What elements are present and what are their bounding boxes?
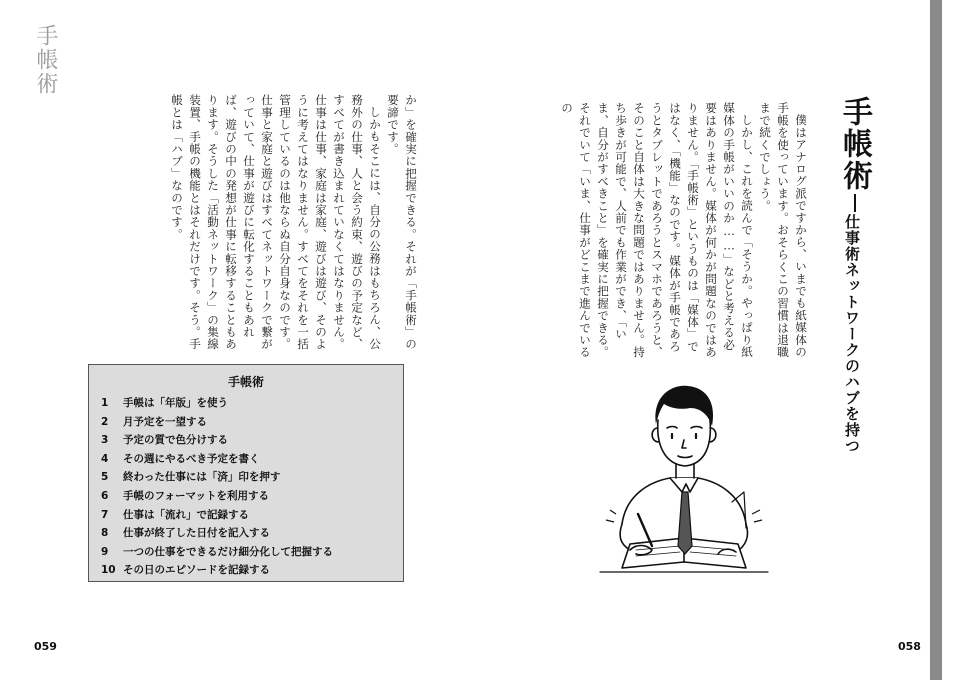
list-item bbox=[101, 468, 403, 487]
list-item bbox=[101, 561, 403, 580]
running-head: 手帳術 bbox=[33, 24, 58, 96]
paragraph: しかもそこには、自分の公務はもちろん、公務外の仕事、人と会う約束、遊びの予定など、すべてが書き込まれていなくてはなりません。仕事は仕事、家庭は家庭、遊びは遊び、そのように考えてはなりません。すべてをそれを一括管理しているのは他ならぬ自分自身なのです。仕事と家庭と遊びはすべてネットワークで繋がっていて、仕事が遊びに転化することもあれば、遊びの中の発想が仕事に転移することもあります。そうした「活動ネットワーク」の集線装置、手帳の機能とはそれだけです。そう。手帳とは「ハブ」なのです。 bbox=[170, 94, 382, 351]
page-edge-bar bbox=[930, 0, 942, 680]
item-number: 7 bbox=[101, 508, 109, 521]
left-page-body bbox=[126, 94, 420, 358]
summary-box bbox=[88, 364, 404, 582]
item-number: 8 bbox=[101, 527, 109, 540]
item-text: 手帳のフォーマットを利用する bbox=[123, 489, 270, 502]
list-item bbox=[101, 394, 403, 413]
paragraph: か」を確実に把握できる。それが「手帳術」の要諦です。 bbox=[386, 94, 418, 351]
list-item bbox=[101, 431, 403, 450]
item-text: 仕事が終了した日付を記入する bbox=[123, 527, 270, 540]
item-number: 2 bbox=[101, 415, 109, 428]
right-page-body bbox=[552, 102, 810, 360]
hair bbox=[655, 386, 713, 426]
list-item bbox=[101, 506, 403, 525]
chapter-title: 手帳術 bbox=[837, 96, 872, 192]
summary-list bbox=[89, 394, 403, 580]
item-number: 10 bbox=[101, 564, 116, 577]
list-item bbox=[101, 413, 403, 432]
item-number: 5 bbox=[101, 471, 109, 484]
item-number: 3 bbox=[101, 434, 109, 447]
item-text: 終わった仕事には「済」印を押す bbox=[123, 471, 281, 484]
item-text: 一つの仕事をできるだけ細分化して把握する bbox=[123, 545, 333, 558]
item-number: 9 bbox=[101, 545, 109, 558]
title-rule bbox=[854, 194, 856, 212]
list-item bbox=[101, 543, 403, 562]
list-item bbox=[101, 524, 403, 543]
item-number: 6 bbox=[101, 489, 109, 502]
item-text: 仕事は「流れ」で記録する bbox=[123, 508, 249, 521]
item-text: その日のエピソードを記録する bbox=[123, 564, 270, 577]
paragraph: しかし、これを読んで「そうか。やっぱり紙媒体の手帳がいいのか……」などと考える必要はありません。媒体が何かが問題なのではありません。「手帳術」というものは「媒体」ではなく、「機能」なのです。媒体が手帳であろうとタブレットであろうとスマホであろうと、そのこと自体は大きな問題ではありません。持ち歩きが可能で、人前でも作業ができ、「いま、自分がすべきこと」を確実に把握できる。それでいて「いま、仕事がどこまで進んでいるの bbox=[560, 102, 754, 359]
item-text: 手帳は「年版」を使う bbox=[123, 397, 228, 409]
item-number: 1 bbox=[101, 397, 109, 409]
man-writing-illustration bbox=[596, 368, 772, 584]
item-text: 予定の質で色分けする bbox=[123, 434, 228, 447]
list-item bbox=[101, 487, 403, 506]
page-number-left: 059 bbox=[34, 640, 57, 653]
paragraph: 僕はアナログ派ですから、いまでも紙媒体の手帳を使っています。おそらくこの習慣は退職まで続くでしょう。 bbox=[758, 102, 808, 359]
list-item bbox=[101, 450, 403, 469]
item-text: 月予定を一望する bbox=[123, 415, 207, 428]
item-text: その週にやるべき予定を書く bbox=[123, 452, 260, 465]
chapter-subtitle: 仕事術ネットワークのハブを持つ bbox=[843, 214, 861, 454]
summary-title: 手帳術 bbox=[227, 375, 264, 389]
page-number-right: 058 bbox=[898, 640, 921, 653]
item-number: 4 bbox=[101, 452, 109, 465]
